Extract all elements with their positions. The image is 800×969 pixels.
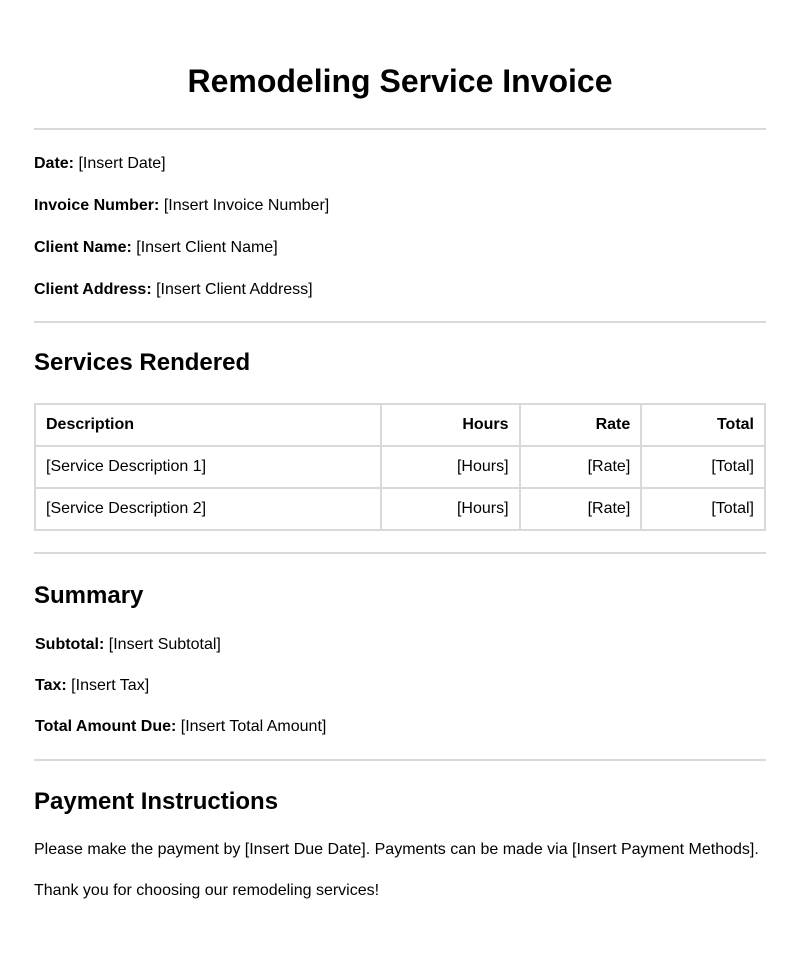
total-cell: [Total]	[641, 488, 765, 530]
total-due-label: Total Amount Due:	[35, 718, 177, 735]
invoice-number-label: Invoice Number:	[34, 197, 160, 214]
table-row	[35, 446, 765, 488]
total-due-field	[34, 717, 766, 737]
summary-section	[34, 635, 766, 737]
summary-heading: Summary	[34, 582, 144, 609]
invoice-number-field	[34, 196, 766, 216]
divider	[34, 759, 766, 761]
subtotal-value: [Insert Subtotal]	[108, 636, 221, 653]
client-name-label: Client Name:	[34, 239, 132, 256]
invoice-info	[34, 154, 766, 300]
client-address-value: [Insert Client Address]	[156, 281, 313, 298]
rate-cell: [Rate]	[520, 488, 642, 530]
subtotal-label: Subtotal:	[35, 636, 105, 653]
column-header-description: Description	[35, 404, 381, 446]
divider	[34, 128, 766, 130]
total-cell: [Total]	[641, 446, 765, 488]
table-header-row	[35, 404, 765, 446]
total-due-value: [Insert Total Amount]	[180, 718, 327, 735]
table-row	[35, 488, 765, 530]
tax-field	[34, 676, 766, 696]
tax-label: Tax:	[35, 677, 67, 694]
payment-instructions: Please make the payment by [Insert Due Date]. Payments can be made via [Insert Payment Methods].	[34, 841, 759, 858]
invoice-page	[34, 0, 766, 901]
column-header-rate: Rate	[520, 404, 642, 446]
description-cell: [Service Description 2]	[35, 488, 381, 530]
tax-value: [Insert Tax]	[71, 677, 150, 694]
client-address-label: Client Address:	[34, 281, 152, 298]
services-table	[34, 403, 766, 531]
page-title: Remodeling Service Invoice	[187, 63, 613, 99]
date-label: Date:	[34, 155, 75, 172]
hours-cell: [Hours]	[381, 488, 520, 530]
date-field	[34, 154, 766, 174]
client-name-field	[34, 238, 766, 258]
client-name-value: [Insert Client Name]	[136, 239, 278, 256]
divider	[34, 321, 766, 323]
payment-heading: Payment Instructions	[34, 788, 279, 815]
rate-cell: [Rate]	[520, 446, 642, 488]
hours-cell: [Hours]	[381, 446, 520, 488]
subtotal-field	[34, 635, 766, 655]
column-header-total: Total	[641, 404, 765, 446]
date-value: [Insert Date]	[78, 155, 166, 172]
client-address-field	[34, 280, 766, 300]
thank-you-note: Thank you for choosing our remodeling services!	[34, 882, 380, 899]
services-heading: Services Rendered	[34, 349, 251, 376]
invoice-number-value: [Insert Invoice Number]	[163, 197, 330, 214]
description-cell: [Service Description 1]	[35, 446, 381, 488]
column-header-hours: Hours	[381, 404, 520, 446]
divider	[34, 552, 766, 554]
